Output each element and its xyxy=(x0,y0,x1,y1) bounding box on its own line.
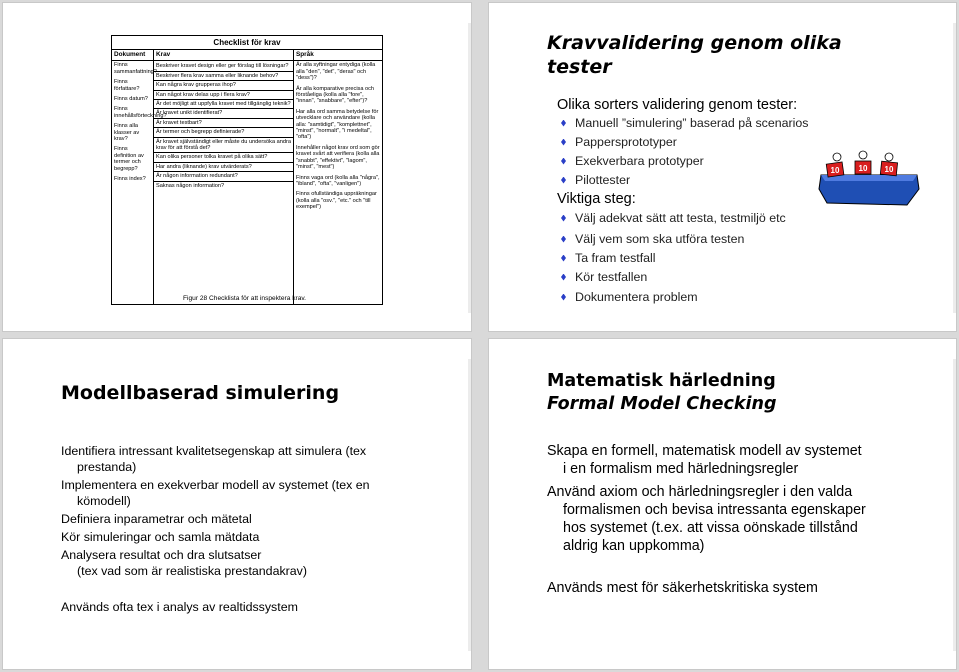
doc-item: Finns innehållsförteckning? xyxy=(114,106,167,119)
item-line: Kör simuleringar och samla mätdata xyxy=(61,530,260,544)
diamond-bullet-icon xyxy=(561,294,566,301)
checklist-table xyxy=(111,35,383,305)
language-column xyxy=(294,61,382,304)
intro-text: Olika sorters validering genom tester: xyxy=(557,97,798,113)
bullet-item xyxy=(561,290,698,304)
slide-checklist xyxy=(2,2,472,332)
slide-title: Kravvalidering genom olika tester xyxy=(547,32,842,78)
diamond-bullet-icon xyxy=(561,215,566,222)
header-sprak: Språk xyxy=(296,51,314,58)
req-item: Kan olika personer tolka kravet på olika sätt? xyxy=(154,153,293,162)
item-line: (tex vad som är realistiska prestandakrav) xyxy=(77,564,308,578)
lang-item: Har alla ord samma betydelse för utvecklare och användare (kolla alla: "samtidigt", "komplettnet", "minst", "normalt", "i medeltal", "ofta") xyxy=(296,108,379,141)
item-line: aldrig kan uppkomma) xyxy=(563,538,705,554)
judge-head-icon xyxy=(833,153,841,161)
requirements-column xyxy=(154,61,294,304)
slide-title: Matematisk härledning xyxy=(547,371,776,391)
slide-subtitle: Formal Model Checking xyxy=(547,394,777,414)
lang-item: Finns ofullständiga uppräkningar (kolla alla "osv.", "etc." och "till exempel") xyxy=(296,191,377,211)
item-1 xyxy=(61,443,366,475)
score-card-text: 10 xyxy=(830,166,840,175)
item-line: formalismen och bevisa intressanta egenskaper xyxy=(563,502,866,518)
bullet-item xyxy=(561,135,677,149)
item-line: Analysera resultat och dra slutsatser xyxy=(61,548,262,562)
slide-matematisk xyxy=(488,338,957,670)
bullet-item xyxy=(561,251,656,265)
checklist-body xyxy=(112,61,382,304)
bullet-item xyxy=(561,232,744,246)
header-dokument: Dokument xyxy=(112,50,154,60)
lang-item: Är alla syftningar entydiga (kolla alla "den", "det", "deras" och "dess")? xyxy=(296,62,376,82)
slide-kravvalidering xyxy=(488,2,957,332)
item-1 xyxy=(547,442,862,478)
judge-head-icon xyxy=(885,153,893,161)
bullet-item xyxy=(561,270,647,284)
documents-column xyxy=(112,61,167,304)
req-item: Har andra (liknande) krav utvärderats? xyxy=(154,163,293,172)
slide-shadow xyxy=(953,359,956,651)
item-line: prestanda) xyxy=(77,460,137,474)
bullet-text: Pappersprototyper xyxy=(575,135,677,149)
req-item: Kan något krav delas upp i flera krav? xyxy=(154,91,293,100)
slide-shadow xyxy=(953,23,956,313)
item-line: kömodell) xyxy=(77,494,131,508)
req-item: Är kravet unikt identifierat? xyxy=(154,109,293,118)
diamond-bullet-icon xyxy=(561,158,566,165)
bullet-text: Välj adekvat sätt att testa, testmiljö etc xyxy=(575,211,786,225)
doc-item: Finns sammanfattning? xyxy=(114,62,157,75)
item-line: Definiera inparametrar och mätetal xyxy=(61,512,252,526)
req-item: Saknas någon information? xyxy=(156,182,225,189)
item-2 xyxy=(547,483,866,555)
bullet-text: Dokumentera problem xyxy=(575,290,698,304)
req-item: Är det möjligt att uppfylla kravet med tillgänglig teknik? xyxy=(154,100,293,109)
req-item: Är kravet självständigt eller måste du undersöka andra krav för att förstå det? xyxy=(154,138,293,154)
bullet-item xyxy=(561,116,808,130)
bullet-item xyxy=(561,173,630,187)
bullet-text: Exekverbara prototyper xyxy=(575,154,704,168)
footer-text: Används mest för säkerhetskritiska system xyxy=(547,580,818,596)
req-item: Beskriver kravet design eller ger förslag till lösningar? xyxy=(154,62,293,71)
diamond-bullet-icon xyxy=(561,255,566,262)
score-card-text: 10 xyxy=(884,165,894,174)
item-2 xyxy=(61,477,370,509)
item-5 xyxy=(61,547,307,579)
lang-item: Finns vaga ord (kolla alla "några", "ibland", "ofta", "vanligen") xyxy=(296,174,380,187)
item-line: Identifiera intressant kvalitetsegenskap att simulera (tex xyxy=(61,444,367,458)
item-3 xyxy=(61,511,252,527)
req-item: Är kravet testbart? xyxy=(154,119,293,128)
bullet-text: Ta fram testfall xyxy=(575,251,656,265)
req-item: Är någon information redundant? xyxy=(154,172,293,181)
figure-caption: Figur 28 Checklista för att inspektera krav. xyxy=(183,295,307,302)
slide-title: Modellbaserad simulering xyxy=(61,382,340,404)
diamond-bullet-icon xyxy=(561,139,566,146)
bullet-text: Manuell ”simulering” baserad på scenarios xyxy=(575,116,809,130)
req-item: Kan några krav grupperas ihop? xyxy=(154,81,293,90)
bullet-text: Välj vem som ska utföra testen xyxy=(575,232,745,246)
bullet-item xyxy=(561,211,786,225)
item-line: hos systemet (t.ex. att vissa oönskade tillstånd xyxy=(563,520,858,536)
doc-item: Finns datum? xyxy=(114,96,148,103)
diamond-bullet-icon xyxy=(561,120,566,127)
header-krav: Krav xyxy=(154,50,294,60)
diamond-bullet-icon xyxy=(561,236,566,243)
bullet-text: Kör testfallen xyxy=(575,270,648,284)
diamond-bullet-icon xyxy=(561,274,566,281)
checklist-header xyxy=(112,50,382,61)
lang-item: Är alla komparative precisa och förståeliga (kolla alla "fore", "innan", "snabbare", "efter")? xyxy=(296,85,375,105)
judge-head-icon xyxy=(859,151,867,159)
item-line: Använd axiom och härledningsregler i den valda xyxy=(547,484,853,500)
diamond-bullet-icon xyxy=(561,177,566,184)
footer-text: Används ofta tex i analys av realtidssystem xyxy=(61,600,298,614)
score-card-text: 10 xyxy=(858,164,868,173)
slide-shadow xyxy=(468,23,471,313)
req-item: Beskriver flera krav samma eller liknande behov? xyxy=(154,72,293,81)
item-line: Skapa en formell, matematisk modell av systemet xyxy=(547,443,862,459)
doc-item: Finns index? xyxy=(114,176,146,183)
checklist-title: Checklist för krav xyxy=(112,36,382,50)
item-4 xyxy=(61,529,259,545)
doc-item: Finns författare? xyxy=(114,79,140,92)
steps-heading: Viktiga steg: xyxy=(557,191,636,207)
bullet-text: Pilottester xyxy=(575,173,631,187)
slide-shadow xyxy=(468,359,471,651)
item-line: Implementera en exekverbar modell av systemet (tex en xyxy=(61,478,370,492)
lang-item: Innehåller något krav ord som gör kravet svårt att verifiera (kolla alla "snabbt", "effektivt", "lagom", "minst", "mest") xyxy=(296,144,380,171)
judges-panel-icon xyxy=(817,149,921,211)
doc-item: Finns definition av termer och begrepp? xyxy=(114,146,144,172)
item-line: i en formalism med härledningsregler xyxy=(563,461,799,477)
bullet-item xyxy=(561,154,704,168)
slide-modellbaserad xyxy=(2,338,472,670)
req-item: Är termer och begrepp definierade? xyxy=(154,128,293,137)
doc-item: Finns alla klasser av krav? xyxy=(114,123,140,143)
